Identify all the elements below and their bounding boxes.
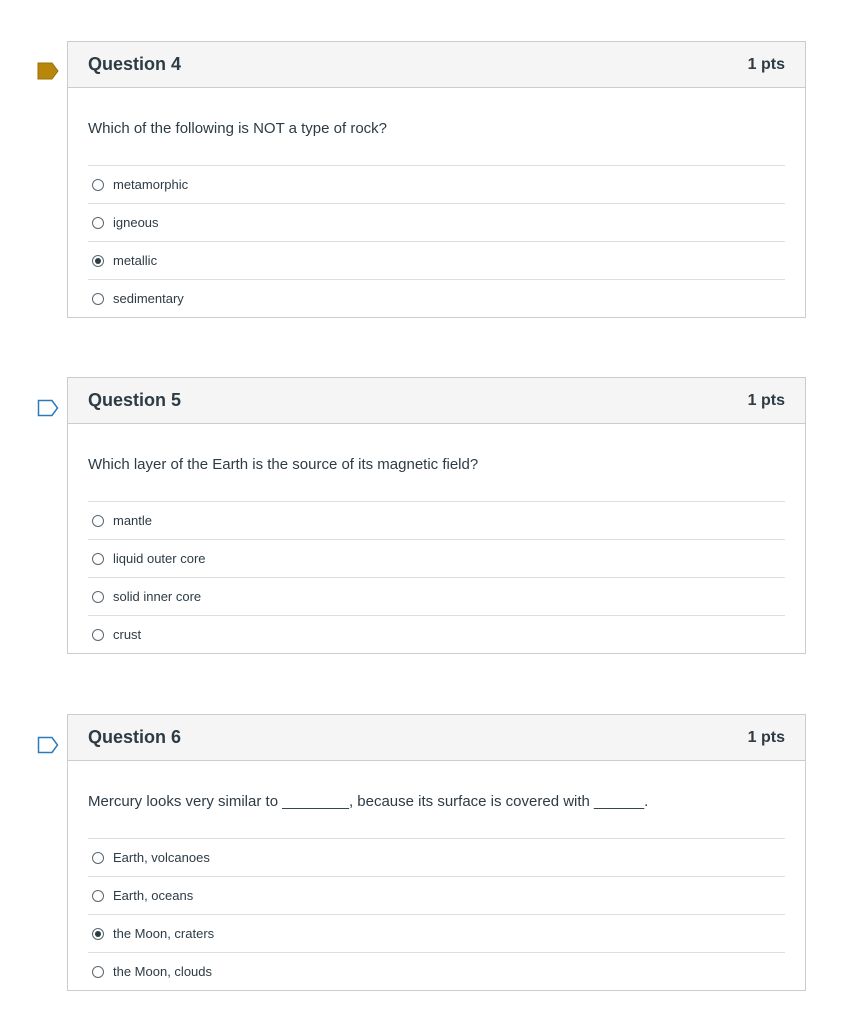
radio-button[interactable] <box>92 553 104 565</box>
answer-option[interactable] <box>88 204 785 242</box>
flag-outline-icon[interactable] <box>37 736 59 754</box>
answer-label: mantle <box>113 513 153 528</box>
answer-label: Earth, volcanoes <box>113 850 210 865</box>
flag-outline-icon[interactable] <box>37 399 59 417</box>
answer-label: the Moon, craters <box>113 926 215 941</box>
answer-option[interactable] <box>88 915 785 953</box>
question-6-card <box>67 714 806 991</box>
flag-icon[interactable] <box>37 62 59 80</box>
answer-label: the Moon, clouds <box>113 964 213 979</box>
radio-button[interactable] <box>92 890 104 902</box>
question-points: 1 pts <box>747 391 785 409</box>
question-prompt: Mercury looks very similar to ________, because its surface is covered with ______. <box>88 793 649 810</box>
question-body <box>68 424 805 653</box>
answer-option[interactable] <box>88 166 785 204</box>
answer-label: Earth, oceans <box>113 888 194 903</box>
radio-button-selected[interactable] <box>92 928 104 940</box>
answer-label: sedimentary <box>113 291 184 306</box>
radio-button[interactable] <box>92 293 104 305</box>
question-header <box>68 42 805 88</box>
question-body <box>68 88 805 317</box>
answer-label: metamorphic <box>113 177 189 192</box>
answer-option[interactable] <box>88 953 785 990</box>
answer-label: solid inner core <box>113 589 202 604</box>
question-4-card <box>67 41 806 318</box>
radio-button[interactable] <box>92 966 104 978</box>
answer-list <box>88 165 785 317</box>
question-prompt: Which of the following is NOT a type of rock? <box>88 120 388 137</box>
answer-list <box>88 501 785 653</box>
question-title: Question 6 <box>88 727 182 747</box>
question-title: Question 4 <box>88 54 182 74</box>
answer-label: liquid outer core <box>113 551 206 566</box>
radio-button[interactable] <box>92 217 104 229</box>
radio-button[interactable] <box>92 852 104 864</box>
radio-button[interactable] <box>92 179 104 191</box>
answer-label: igneous <box>113 215 159 230</box>
question-title: Question 5 <box>88 390 182 410</box>
radio-button[interactable] <box>92 515 104 527</box>
answer-option[interactable] <box>88 578 785 616</box>
radio-button[interactable] <box>92 629 104 641</box>
answer-label: crust <box>113 627 142 642</box>
radio-button-selected[interactable] <box>92 255 104 267</box>
question-points: 1 pts <box>747 55 785 73</box>
answer-option[interactable] <box>88 540 785 578</box>
answer-option[interactable] <box>88 839 785 877</box>
question-header <box>68 378 805 424</box>
answer-option[interactable] <box>88 877 785 915</box>
question-body <box>68 761 805 990</box>
question-points: 1 pts <box>747 728 785 746</box>
answer-label: metallic <box>113 253 158 268</box>
question-5-card <box>67 377 806 654</box>
radio-button[interactable] <box>92 591 104 603</box>
answer-option[interactable] <box>88 280 785 317</box>
question-prompt: Which layer of the Earth is the source of its magnetic field? <box>88 456 479 473</box>
answer-option[interactable] <box>88 502 785 540</box>
answer-option[interactable] <box>88 242 785 280</box>
answer-list <box>88 838 785 990</box>
question-header <box>68 715 805 761</box>
answer-option[interactable] <box>88 616 785 653</box>
